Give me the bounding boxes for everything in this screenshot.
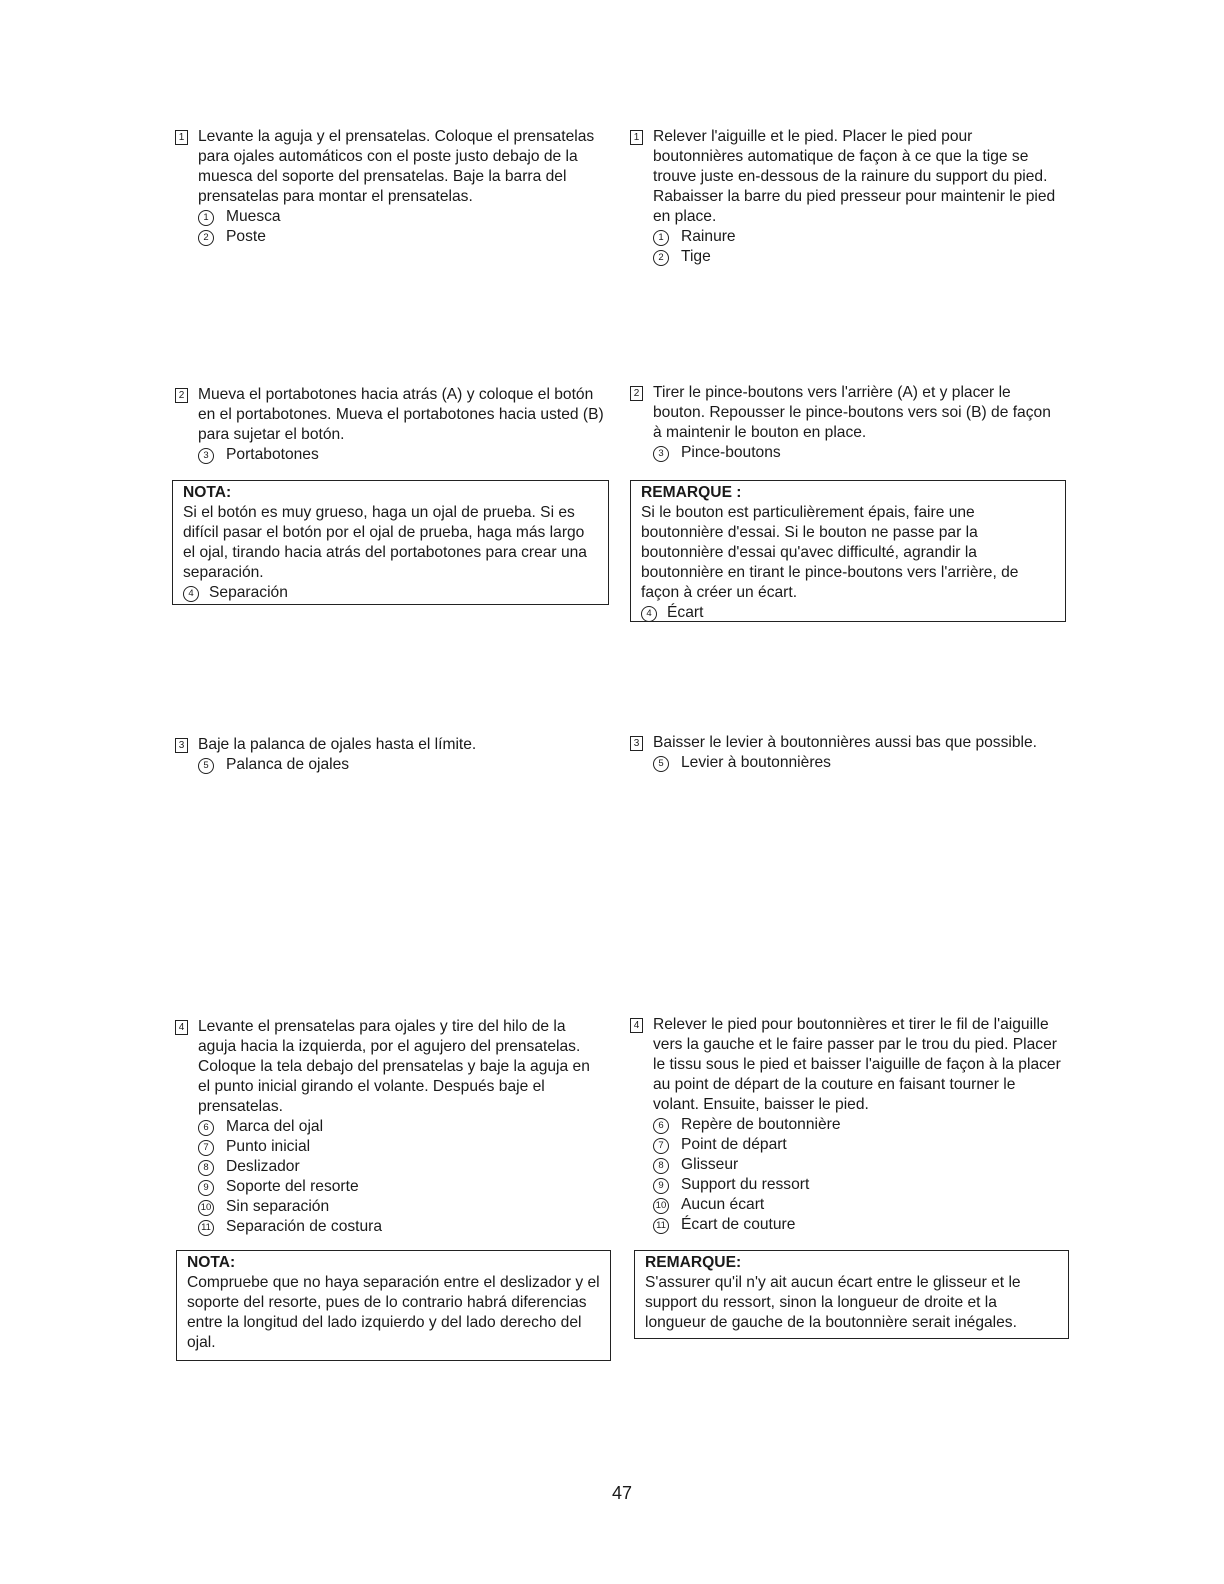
callout-label: Repère de boutonnière: [681, 1116, 841, 1133]
step-number-icon: 2: [175, 388, 188, 403]
note-title: NOTA:: [187, 1254, 236, 1271]
step-number-icon: 3: [630, 736, 643, 751]
callout-label: Écart: [667, 604, 704, 621]
callout-item: [198, 1217, 605, 1237]
callout-item: [198, 1177, 605, 1197]
callout-label: Point de départ: [681, 1136, 787, 1153]
callout-number-icon: 1: [198, 210, 214, 226]
callout-label: Soporte del resorte: [226, 1178, 359, 1195]
step-text: Baje la palanca de ojales hasta el límite.: [198, 736, 477, 753]
instruction-step: [175, 735, 605, 775]
callout-number-icon: 1: [653, 230, 669, 246]
callout-label: Palanca de ojales: [226, 756, 350, 773]
note-title: NOTA:: [183, 484, 232, 501]
callout-item: [653, 1195, 1062, 1215]
callout-list: [198, 755, 605, 775]
callout-number-icon: 4: [641, 606, 657, 622]
note-title: REMARQUE:: [645, 1254, 742, 1271]
callout-item: [653, 443, 1062, 463]
callout-list: [653, 753, 1062, 773]
callout-number-icon: 10: [198, 1200, 214, 1216]
callout-item: [198, 755, 605, 775]
callout-item: [653, 227, 1062, 247]
callout-item: [653, 1175, 1062, 1195]
callout-label: Portabotones: [226, 446, 319, 463]
instruction-step: [175, 385, 605, 465]
instruction-step: [630, 127, 1062, 267]
callout-number-icon: 3: [198, 448, 214, 464]
callout-item: [198, 1197, 605, 1217]
callout-label: Muesca: [226, 208, 281, 225]
callout-number-icon: 7: [198, 1140, 214, 1156]
instruction-step: [175, 127, 605, 247]
callout-label: Support du ressort: [681, 1176, 810, 1193]
step-number-icon: 3: [175, 738, 188, 753]
step-text-row: [630, 127, 1062, 227]
callout-label: Rainure: [681, 228, 736, 245]
step-number-icon: 2: [630, 386, 643, 401]
callout-list: [198, 207, 605, 247]
step-text-row: [175, 385, 605, 445]
callout-number-icon: 11: [198, 1220, 214, 1236]
step-number-icon: 4: [175, 1020, 188, 1035]
step-number-icon: 1: [630, 130, 643, 145]
callout-item: [653, 753, 1062, 773]
instruction-step: [630, 733, 1062, 773]
step-text: Relever le pied pour boutonnières et tirer le fil de l'aiguille vers la gauche et le faire passer par le trou du pied. Placer le tissu sous le pied et baisser l'aiguille de façon à la placer au point de départ de la couture en faisant tourner le volant. Ensuite, baisser le pied.: [653, 1016, 1061, 1113]
step-text-row: [175, 735, 605, 755]
callout-number-icon: 4: [183, 586, 199, 602]
callout-item: [653, 247, 1062, 267]
step-text: Mueva el portabotones hacia atrás (A) y coloque el botón en el portabotones. Mueva el portabotones hacia usted (B) para sujetar el botón.: [198, 386, 604, 443]
instruction-step: [175, 1017, 605, 1237]
note-box: [176, 1250, 611, 1361]
note-text: Compruebe que no haya separación entre el deslizador y el soporte del resorte, pues de lo contrario habrá diferencias entre la longitud del lado izquierdo y del lado derecho del ojal.: [187, 1274, 600, 1351]
callout-list: [198, 1117, 605, 1237]
callout-label: Levier à boutonnières: [681, 754, 831, 771]
callout-item: [183, 583, 600, 603]
step-number-icon: 4: [630, 1018, 643, 1033]
callout-item: [653, 1215, 1062, 1235]
note-text: Si le bouton est particulièrement épais, faire une boutonnière d'essai. Si le bouton ne passe par la boutonnière d'essai qu'avec difficulté, agrandir la boutonnière en tirant le pince-boutons vers l'arrière, de façon à créer un écart.: [641, 504, 1019, 601]
step-text: Baisser le levier à boutonnières aussi bas que possible.: [653, 734, 1038, 751]
step-text: Relever l'aiguille et le pied. Placer le pied pour boutonnières automatique de façon à ce que la tige se trouve juste en-dessous de la rainure du support du pied. Rabaisser la barre du pied presseur pour maintenir le pied en place.: [653, 128, 1056, 225]
callout-number-icon: 11: [653, 1218, 669, 1234]
note-text: Si el botón es muy grueso, haga un ojal de prueba. Si es difícil pasar el botón por el ojal de prueba, haga más largo el ojal, tirando hacia atrás del portabotones para crear una separación.: [183, 504, 587, 581]
callout-item: [653, 1115, 1062, 1135]
callout-label: Separación: [209, 584, 288, 601]
callout-label: Écart de couture: [681, 1216, 796, 1233]
callout-label: Marca del ojal: [226, 1118, 324, 1135]
callout-item: [198, 1117, 605, 1137]
callout-number-icon: 9: [198, 1180, 214, 1196]
callout-item: [198, 1137, 605, 1157]
callout-list: [653, 443, 1062, 463]
callout-number-icon: 9: [653, 1178, 669, 1194]
step-text-row: [175, 127, 605, 207]
callout-item: [198, 445, 605, 465]
callout-number-icon: 8: [653, 1158, 669, 1174]
callout-label: Tige: [681, 248, 711, 265]
callout-label: Aucun écart: [681, 1196, 765, 1213]
callout-label: Punto inicial: [226, 1138, 311, 1155]
callout-label: Sin separación: [226, 1198, 330, 1215]
callout-number-icon: 3: [653, 446, 669, 462]
callout-item: [653, 1155, 1062, 1175]
callout-number-icon: 10: [653, 1198, 669, 1214]
callout-number-icon: 2: [198, 230, 214, 246]
callout-number-icon: 5: [198, 758, 214, 774]
step-number-icon: 1: [175, 130, 188, 145]
callout-item: [198, 1157, 605, 1177]
callout-list: [198, 445, 605, 465]
callout-number-icon: 7: [653, 1138, 669, 1154]
callout-item: [641, 603, 1057, 623]
callout-label: Glisseur: [681, 1156, 739, 1173]
note-title: REMARQUE :: [641, 484, 742, 501]
step-text: Levante la aguja y el prensatelas. Coloque el prensatelas para ojales automáticos con el poste justo debajo de la muesca del soporte del prensatelas. Baje la barra del prensatelas para montar el prensatelas.: [198, 128, 595, 205]
callout-label: Deslizador: [226, 1158, 300, 1175]
page-number: 47: [612, 1483, 633, 1503]
callout-number-icon: 8: [198, 1160, 214, 1176]
callout-number-icon: 6: [198, 1120, 214, 1136]
step-text: Tirer le pince-boutons vers l'arrière (A) et y placer le bouton. Repousser le pince-boutons vers soi (B) de façon à maintenir le bouton en place.: [653, 384, 1051, 441]
callout-number-icon: 6: [653, 1118, 669, 1134]
callout-number-icon: 5: [653, 756, 669, 772]
instruction-step: [630, 1015, 1062, 1235]
callout-list: [653, 227, 1062, 267]
callout-label: Pince-boutons: [681, 444, 781, 461]
step-text-row: [630, 1015, 1062, 1115]
callout-list: [653, 1115, 1062, 1235]
instruction-step: [630, 383, 1062, 463]
step-text: Levante el prensatelas para ojales y tire del hilo de la aguja hacia la izquierda, por el agujero del prensatelas. Coloque la tela debajo del prensatelas y baje la aguja en el punto inicial girando el volante. Después baje el prensatelas.: [198, 1018, 590, 1115]
callout-label: Separación de costura: [226, 1218, 383, 1235]
callout-item: [653, 1135, 1062, 1155]
step-text-row: [630, 383, 1062, 443]
note-box: [630, 480, 1066, 622]
callout-item: [198, 207, 605, 227]
note-box: [172, 480, 609, 605]
note-text: S'assurer qu'il n'y ait aucun écart entre le glisseur et le support du ressort, sinon la longueur de droite et la longueur de gauche de la boutonnière serait inégales.: [645, 1274, 1021, 1331]
callout-item: [198, 227, 605, 247]
note-box: [634, 1250, 1069, 1339]
step-text-row: [630, 733, 1062, 753]
callout-label: Poste: [226, 228, 266, 245]
callout-number-icon: 2: [653, 250, 669, 266]
step-text-row: [175, 1017, 605, 1117]
